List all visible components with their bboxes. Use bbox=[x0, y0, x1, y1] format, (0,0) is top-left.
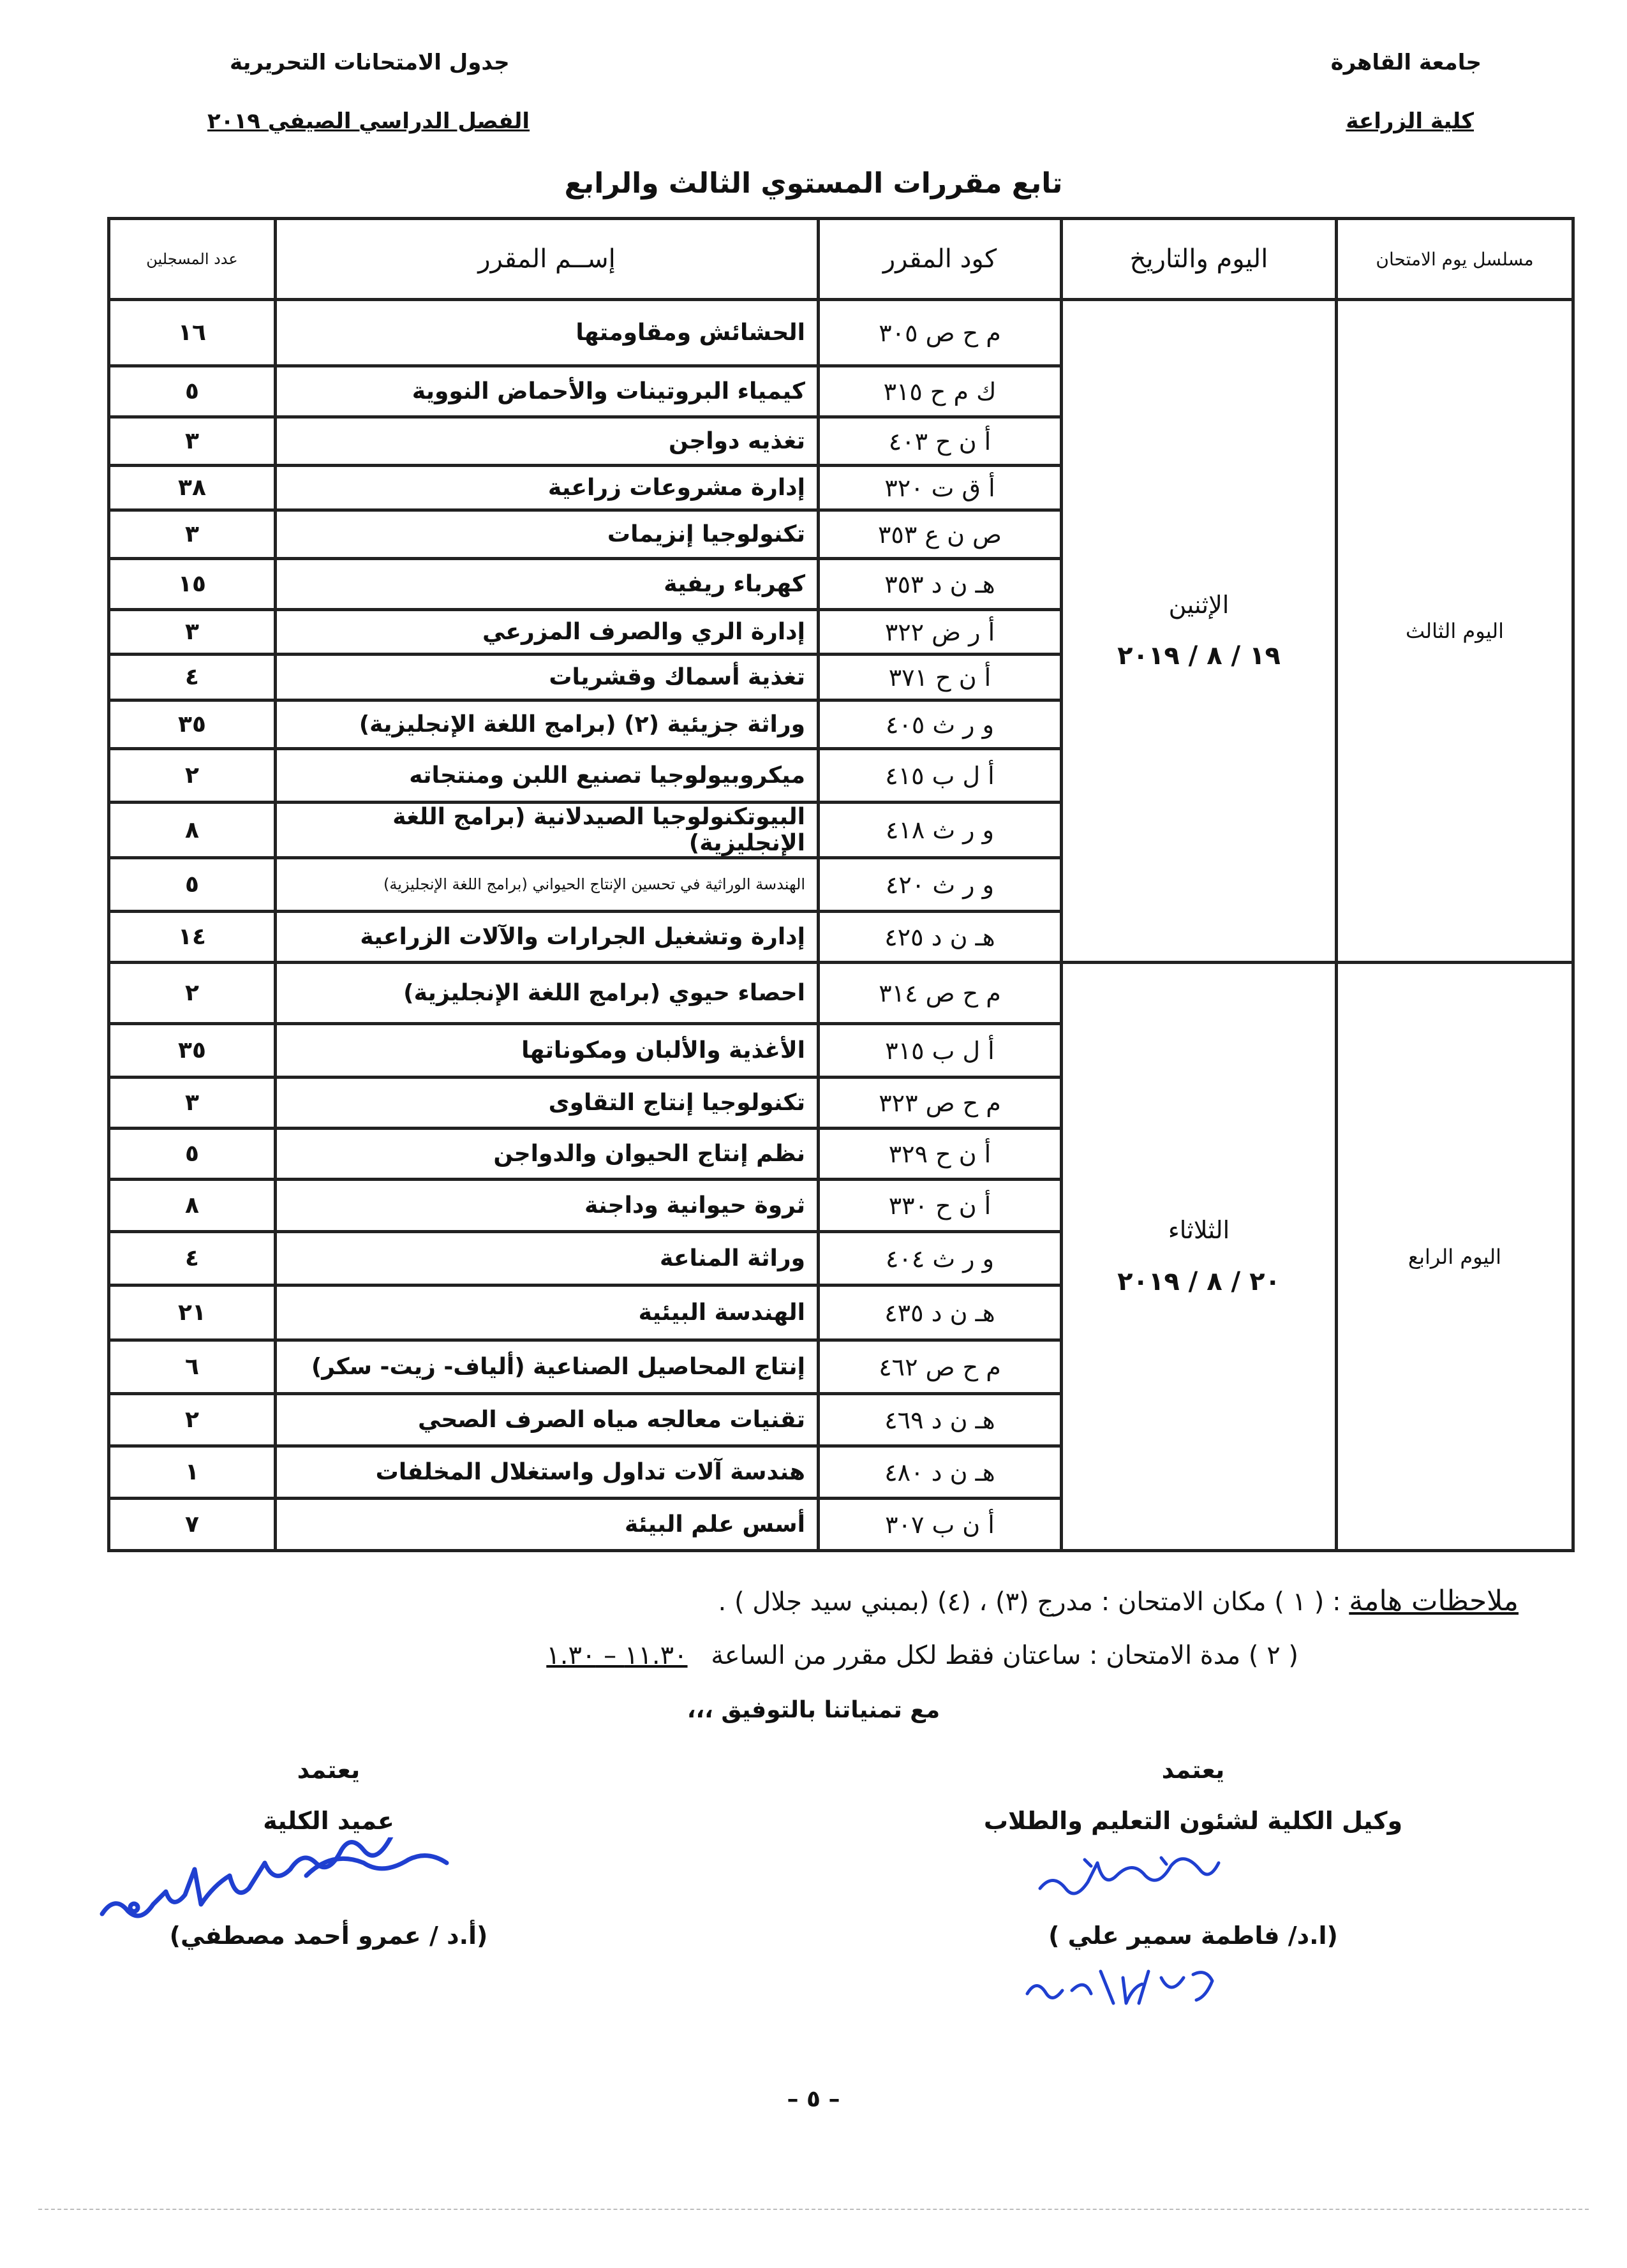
course-code-cell: أ ن ح ٣٧١ bbox=[819, 655, 1062, 700]
header-exam-day-serial: مسلسل يوم الامتحان bbox=[1337, 219, 1573, 300]
course-name-cell: الأغذية والألبان ومكوناتها bbox=[276, 1024, 819, 1078]
table-row bbox=[109, 300, 1573, 366]
course-code-cell: و ر ث ٤٠٥ bbox=[819, 700, 1062, 749]
page-subtitle: تابع مقررات المستوي الثالث والرابع bbox=[564, 167, 1063, 200]
note-2-text: ( ٢ ) مدة الامتحان : ساعتان فقط لكل مقرر من الساعة bbox=[711, 1641, 1298, 1670]
course-code-cell: ك م ح ٣١٥ bbox=[819, 366, 1062, 417]
course-name-cell: تكنولوجيا إنتاج التقاوى bbox=[276, 1078, 819, 1129]
registered-count-cell: ٢ bbox=[109, 1394, 276, 1446]
vice-dean-handwritten-date bbox=[1021, 1965, 1231, 2010]
course-code-cell: م ح ص ٣٠٥ bbox=[819, 300, 1062, 366]
course-code-cell: أ ق ت ٣٢٠ bbox=[819, 466, 1062, 510]
registered-count-cell: ٥ bbox=[109, 1129, 276, 1180]
day-date-cell bbox=[1062, 300, 1337, 963]
course-code-cell: أ ن ح ٣٢٩ bbox=[819, 1129, 1062, 1180]
exam-date: ١٩ / ٨ / ٢٠١٩ bbox=[1117, 641, 1281, 671]
dean-approve-label: يعتمد bbox=[297, 1756, 360, 1784]
vice-dean-name: (ا.د/ فاطمة سمير علي ) bbox=[1048, 1922, 1338, 1950]
registered-count-cell: ٦ bbox=[109, 1340, 276, 1394]
course-code-cell: و ر ث ٤٢٠ bbox=[819, 858, 1062, 912]
course-name-cell: البيوتكنولوجيا الصيدلانية (برامج اللغة الإنجليزية) bbox=[276, 803, 819, 858]
vice-dean-approve-label: يعتمد bbox=[1161, 1756, 1225, 1784]
header-course-code: كود المقرر bbox=[819, 219, 1062, 300]
registered-count-cell: ٥ bbox=[109, 366, 276, 417]
course-code-cell: ص ن ع ٣٥٣ bbox=[819, 510, 1062, 559]
exam-date: ٢٠ / ٨ / ٢٠١٩ bbox=[1117, 1266, 1281, 1296]
registered-count-cell: ٥ bbox=[109, 858, 276, 912]
header-day-date: اليوم والتاريخ bbox=[1062, 219, 1337, 300]
registered-count-cell: ٢ bbox=[109, 963, 276, 1024]
course-name-cell: وراثة المناعة bbox=[276, 1232, 819, 1286]
exam-day-serial-cell: اليوم الرابع bbox=[1337, 963, 1573, 1551]
note-line-1 bbox=[718, 1585, 1519, 1617]
exam-schedule-table bbox=[107, 217, 1575, 1552]
registered-count-cell: ٣ bbox=[109, 610, 276, 655]
note-1-text: : ( ١ ) مكان الامتحان : مدرج (٣) ، (٤) (بمبني سيد جلال ) . bbox=[718, 1587, 1341, 1617]
course-name-cell: تقنيات معالجه مياه الصرف الصحي bbox=[276, 1394, 819, 1446]
registered-count-cell: ١٥ bbox=[109, 559, 276, 610]
registered-count-cell: ٣٨ bbox=[109, 466, 276, 510]
course-code-cell: م ح ص ٣٢٣ bbox=[819, 1078, 1062, 1129]
exam-day-name: الثلاثاء bbox=[1168, 1216, 1230, 1245]
course-name-cell: تغذيه دواجن bbox=[276, 417, 819, 466]
course-name-cell: تكنولوجيا إنزيمات bbox=[276, 510, 819, 559]
registered-count-cell: ٣ bbox=[109, 510, 276, 559]
course-name-cell: كيمياء البروتينات والأحماض النووية bbox=[276, 366, 819, 417]
registered-count-cell: ٢ bbox=[109, 749, 276, 803]
term-title: الفصل الدراسي الصيفي ٢٠١٩ bbox=[207, 108, 530, 134]
registered-count-cell: ٣٥ bbox=[109, 700, 276, 749]
day-date-cell bbox=[1062, 963, 1337, 1551]
registered-count-cell: ٤ bbox=[109, 1232, 276, 1286]
course-code-cell: م ح ص ٣١٤ bbox=[819, 963, 1062, 1024]
registered-count-cell: ١ bbox=[109, 1446, 276, 1499]
registered-count-cell: ٨ bbox=[109, 1180, 276, 1232]
table-body bbox=[109, 300, 1573, 1551]
course-name-cell: تغذية أسماك وقشريات bbox=[276, 655, 819, 700]
exam-day-name: الإثنين bbox=[1168, 590, 1230, 619]
course-code-cell: أ ن ح ٣٣٠ bbox=[819, 1180, 1062, 1232]
registered-count-cell: ١٦ bbox=[109, 300, 276, 366]
course-name-cell: إنتاج المحاصيل الصناعية (ألياف- زيت- سكر) bbox=[276, 1340, 819, 1394]
course-name-cell: إدارة مشروعات زراعية bbox=[276, 466, 819, 510]
course-code-cell: أ ن ح ٤٠٣ bbox=[819, 417, 1062, 466]
dean-name: (أ.د / عمرو أحمد مصطفي) bbox=[169, 1922, 488, 1950]
registered-count-cell: ٣٥ bbox=[109, 1024, 276, 1078]
course-name-cell: إدارة الري والصرف المزرعي bbox=[276, 610, 819, 655]
course-name-cell: إدارة وتشغيل الجرارات والآلات الزراعية bbox=[276, 912, 819, 963]
course-name-cell: الحشائش ومقاومتها bbox=[276, 300, 819, 366]
table-header-row bbox=[109, 219, 1573, 300]
vice-dean-role: وكيل الكلية لشئون التعليم والطلاب bbox=[983, 1807, 1403, 1835]
course-code-cell: أ ن ب ٣٠٧ bbox=[819, 1499, 1062, 1551]
course-name-cell: وراثة جزيئية (٢) (برامج اللغة الإنجليزية) bbox=[276, 700, 819, 749]
course-name-cell: الهندسة البيئية bbox=[276, 1286, 819, 1340]
course-code-cell: أ ل ب ٣١٥ bbox=[819, 1024, 1062, 1078]
course-name-cell: ثروة حيوانية وداجنة bbox=[276, 1180, 819, 1232]
registered-count-cell: ٤ bbox=[109, 655, 276, 700]
dean-role: عميد الكلية bbox=[263, 1807, 394, 1835]
vice-dean-handwritten-signature bbox=[1034, 1850, 1225, 1908]
registered-count-cell: ٨ bbox=[109, 803, 276, 858]
registered-count-cell: ٣ bbox=[109, 1078, 276, 1129]
page-number: – ٥ – bbox=[787, 2086, 840, 2112]
course-code-cell: م ح ص ٤٦٢ bbox=[819, 1340, 1062, 1394]
course-code-cell: هـ ن د ٤٢٥ bbox=[819, 912, 1062, 963]
notes-label: ملاحظات هامة bbox=[1349, 1585, 1519, 1617]
note-line-2 bbox=[546, 1641, 1298, 1670]
course-name-cell: ميكروبيولوجيا تصنيع اللبن ومنتجاته bbox=[276, 749, 819, 803]
registered-count-cell: ١٤ bbox=[109, 912, 276, 963]
closing-wishes: مع تمنياتنا بالتوفيق ،،، bbox=[687, 1697, 940, 1723]
document-title: جدول الامتحانات التحريرية bbox=[230, 50, 510, 75]
course-name-cell: هندسة آلات تداول واستغلال المخلفات bbox=[276, 1446, 819, 1499]
course-name-cell: الهندسة الوراثية في تحسين الإنتاج الحيواني (برامج اللغة الإنجليزية) bbox=[276, 858, 819, 912]
header-course-name: إســم المقرر bbox=[276, 219, 819, 300]
course-code-cell: و ر ث ٤٠٤ bbox=[819, 1232, 1062, 1286]
course-code-cell: هـ ن د ٤٣٥ bbox=[819, 1286, 1062, 1340]
registered-count-cell: ٣ bbox=[109, 417, 276, 466]
course-code-cell: أ ل ب ٤١٥ bbox=[819, 749, 1062, 803]
course-code-cell: هـ ن د ٣٥٣ bbox=[819, 559, 1062, 610]
exam-day-serial-cell: اليوم الثالث bbox=[1337, 300, 1573, 963]
dean-handwritten-signature bbox=[96, 1837, 504, 1933]
course-name-cell: كهرباء ريفية bbox=[276, 559, 819, 610]
note-2-time: ١١.٣٠ – ١.٣٠ bbox=[546, 1641, 688, 1670]
course-code-cell: و ر ث ٤١٨ bbox=[819, 803, 1062, 858]
header-registered-count: عدد المسجلين bbox=[109, 219, 276, 300]
course-code-cell: أ ر ض ٣٢٢ bbox=[819, 610, 1062, 655]
course-code-cell: هـ ن د ٤٦٩ bbox=[819, 1394, 1062, 1446]
course-name-cell: نظم إنتاج الحيوان والدواجن bbox=[276, 1129, 819, 1180]
course-name-cell: احصاء حيوي (برامج اللغة الإنجليزية) bbox=[276, 963, 819, 1024]
university-name: جامعة القاهرة bbox=[1330, 50, 1482, 75]
page-bottom-rule bbox=[38, 2209, 1589, 2210]
table-row bbox=[109, 963, 1573, 1024]
registered-count-cell: ٧ bbox=[109, 1499, 276, 1551]
registered-count-cell: ٢١ bbox=[109, 1286, 276, 1340]
faculty-name: كلية الزراعة bbox=[1346, 108, 1474, 134]
course-name-cell: أسس علم البيئة bbox=[276, 1499, 819, 1551]
course-code-cell: هـ ن د ٤٨٠ bbox=[819, 1446, 1062, 1499]
